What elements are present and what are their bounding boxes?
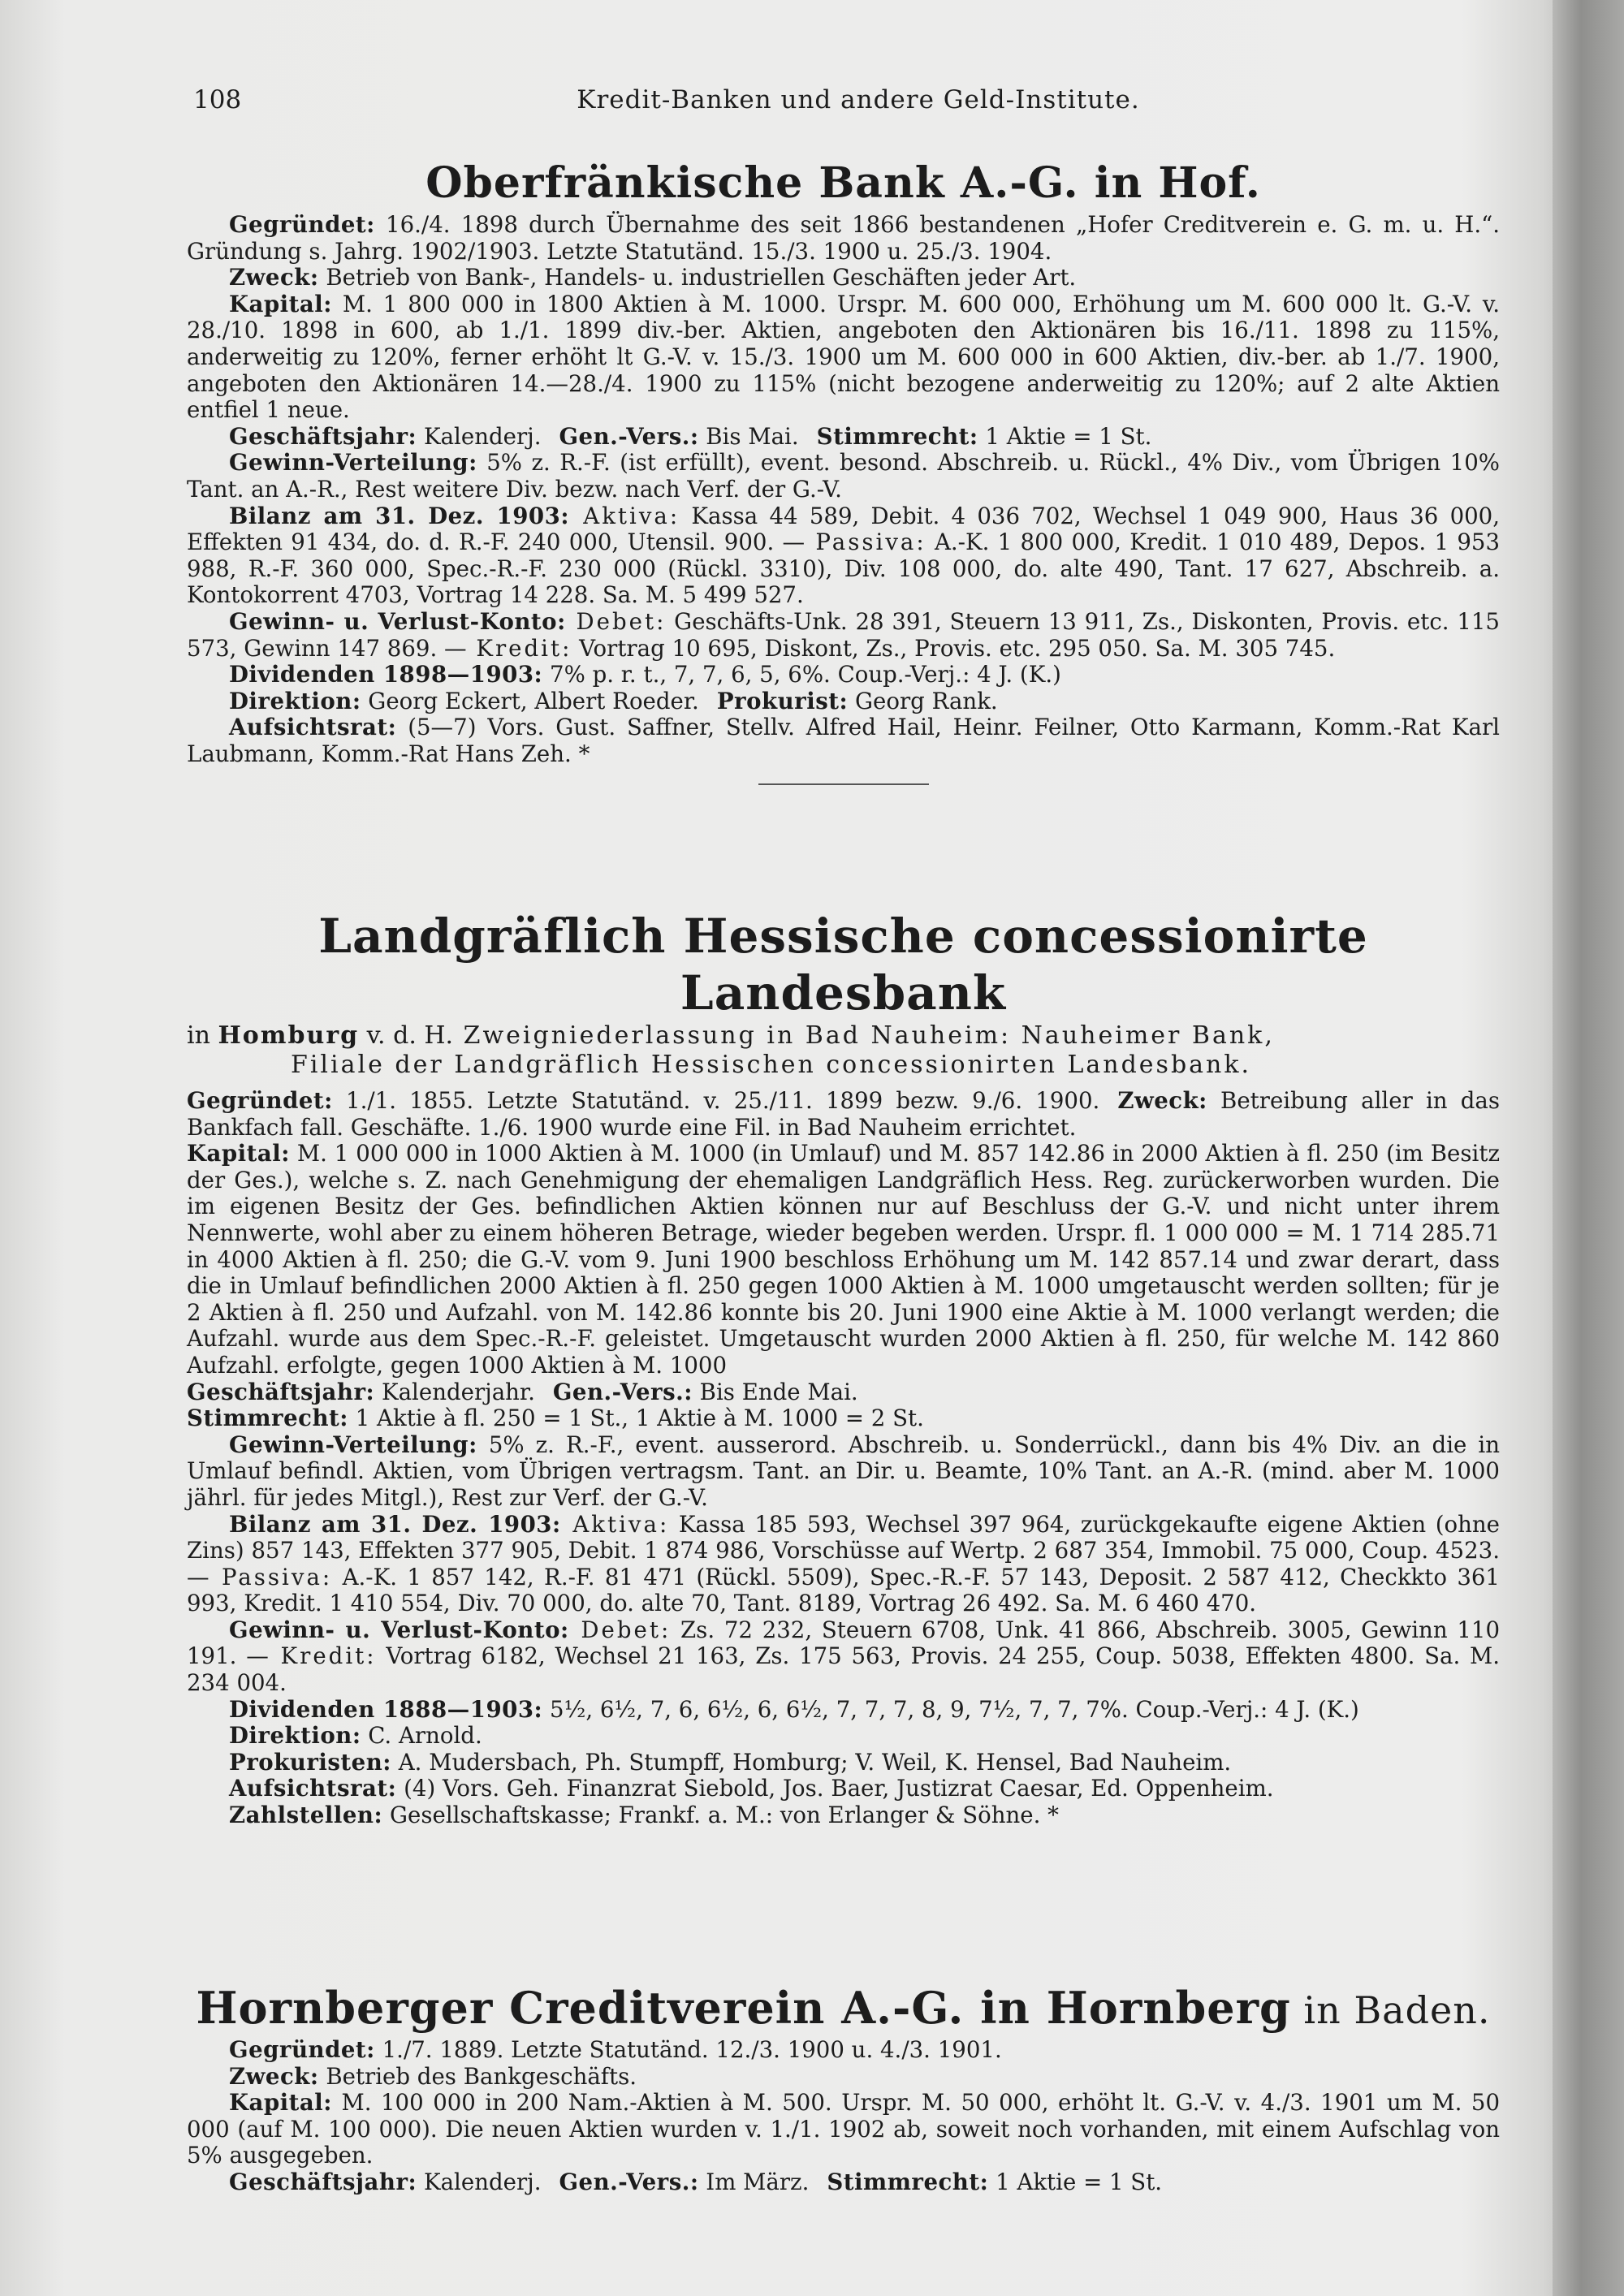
entry-hornberger-creditverein bbox=[187, 1981, 1500, 2196]
para-stimmrecht: Stimmrecht: 1 Aktie à fl. 250 = 1 St., 1 Aktie à M. 1000 = 2 St. bbox=[187, 1405, 924, 1432]
para-gewinn-verteilung: Gewinn-Verteilung: 5% z. R.-F. (ist erfüllt), event. besond. Abschreib. u. Rückl., 4% Div., vom Übrigen 10% Tant. an A.-R., Rest weitere Div. bezw. nach Verf. der G.-V. bbox=[187, 449, 1500, 503]
para-geschaeftsjahr: Geschäftsjahr: Kalenderjahr. Gen.-Vers.: Bis Ende Mai. bbox=[187, 1378, 858, 1405]
entry-landgraeflich-hessische-landesbank bbox=[187, 908, 1500, 1829]
para-kapital: Kapital: M. 1 800 000 in 1800 Aktien à M. 1000. Urspr. M. 600 000, Erhöhung um M. 600 000 lt. G.-V. v. 28./10. 1898 in 600, ab 1./1. 1899 div.-ber. Aktien, angeboten den Aktionären bis 16./11. 1898 zu 115%, anderweitig zu 120%, ferner erhöht lt G.-V. v. 15./3. 1900 um M. 600 000 in 600 Aktien, div.-ber. ab 1./7. 1900, angeboten den Aktionären 14.—28./4. 1900 zu 115% (nicht bezogene anderweitig zu 120%; auf 2 alte Aktien entfiel 1 neue. bbox=[187, 290, 1500, 424]
entry-title: Hornberger Creditverein A.-G. in Hornberg in Baden. bbox=[196, 1982, 1491, 2034]
para-gewinn-verteilung: Gewinn-Verteilung: 5% z. R.-F., event. ausserord. Abschreib. u. Sonderrückl., dann bis 4% Div. an die in Umlauf befindl. Aktien, vom Übrigen vertragsm. Tant. an Dir. u. Beamte, 10% Tant. an A.-R. (mind. aber M. 1000 jährl. für jedes Mitgl.), Rest zur Verf. der G.-V. bbox=[187, 1431, 1500, 1511]
para-dividenden: Dividenden 1898—1903: 7% p. r. t., 7, 7, 6, 5, 6%. Coup.-Verj.: 4 J. (K.) bbox=[229, 661, 1061, 688]
para-direktion: Direktion: C. Arnold. bbox=[229, 1722, 482, 1750]
para-aufsichtsrat: Aufsichtsrat: (4) Vors. Geh. Finanzrat Siebold, Jos. Baer, Justizrat Caesar, Ed. Oppenheim. bbox=[229, 1775, 1274, 1802]
para-kapital: Kapital: M. 100 000 in 200 Nam.-Aktien à M. 500. Urspr. M. 50 000, erhöht lt. G.-V. v. 4./3. 1901 um M. 50 000 (auf M. 100 000). Die neuen Aktien wurden v. 1./1. 1902 ab, soweit noch vorhanden, mit einem Aufschlag von 5% ausgegeben. bbox=[187, 2089, 1500, 2169]
para-zweck: Zweck: Betrieb des Bankgeschäfts. bbox=[229, 2062, 637, 2090]
para-kapital: Kapital: M. 1 000 000 in 1000 Aktien à M. 1000 (in Umlauf) und M. 857 142.86 in 2000 Aktien à fl. 250 (im Besitz der Ges.), welche s. Z. nach Genehmigung der ehemaligen Landgräflich Hess. Reg. zurückerworben wurden. Die im eigenen Besitz der Ges. befindlichen Aktien können nur auf Beschluss der G.-V. und nicht unter ihrem Nennwerte, wohl aber zu einem höheren Betrage, wieder begeben werden. Urspr. fl. 1 000 000 = M. 1 714 285.71 in 4000 Aktien à fl. 250; die G.-V. vom 9. Juni 1900 beschloss Erhöhung um M. 142 857.14 und zwar derart, dass die in Umlauf befindlichen 2000 Aktien à fl. 250 gegen 1000 Aktien à M. 1000 umgetauscht werden sollten; für je 2 Aktien à fl. 250 und Aufzahl. von M. 142.86 konnte bis 20. Juni 1900 eine Aktie à M. 1000 verlangt werden; die Aufzahl. wurde aus dem Spec.-R.-F. geleistet. Umgetauscht wurden 2000 Aktien à fl. 250, für welche M. 142 860 Aufzahl. erfolgte, gegen 1000 Aktien à M. 1000 bbox=[187, 1140, 1500, 1379]
entry-oberfraenkische-bank bbox=[187, 158, 1500, 803]
para-bilanz: Bilanz am 31. Dez. 1903: Aktiva: Kassa 185 593, Wechsel 397 964, zurückgekaufte eigene Aktien (ohne Zins) 857 143, Effekten 377 905, Debit. 1 874 986, Vorschüsse auf Wertp. 2 687 354, Immobil. 75 000, Coup. 4523. — Passiva: A.-K. 1 857 142, R.-F. 81 471 (Rückl. 5509), Spec.-R.-F. 57 143, Deposit. 2 587 412, Checkkto 361 993, Kredit. 1 410 554, Div. 70 000, do. alte 70, Tant. 8189, Vortrag 26 492. Sa. M. 6 460 470. bbox=[187, 1510, 1500, 1617]
para-direktion: Direktion: Georg Eckert, Albert Roeder. Prokurist: Georg Rank. bbox=[229, 687, 998, 714]
para-aufsichtsrat: Aufsichtsrat: (5—7) Vors. Gust. Saffner, Stellv. Alfred Hail, Heinr. Feilner, Otto Karmann, Komm.-Rat Karl Laubmann, Komm.-Rat Hans Zeh. * bbox=[187, 714, 1500, 767]
running-title: Kredit-Banken und andere Geld-Institute. bbox=[577, 85, 1140, 114]
entry-title: Oberfränkische Bank A.-G. in Hof. bbox=[425, 158, 1261, 208]
entry-title: Landgräflich Hessische concessionirte Landesbank bbox=[318, 908, 1368, 1021]
para-zweck: Zweck: Betrieb von Bank-, Handels- u. industriellen Geschäften jeder Art. bbox=[229, 264, 1077, 291]
para-gegruendet: Gegründet: 1./7. 1889. Letzte Statutänd. 12./3. 1900 u. 4./3. 1901. bbox=[229, 2036, 1002, 2063]
para-gewinn-verlust: Gewinn- u. Verlust-Konto: Debet: Zs. 72 232, Steuern 6708, Unk. 41 866, Abschreib. 3005, Gewinn 110 191. — Kredit: Vortrag 6182, Wechsel 21 163, Zs. 175 563, Provis. 24 255, Coup. 5038, Effekten 4800. Sa. M. 234 004. bbox=[187, 1616, 1500, 1697]
section-divider bbox=[758, 783, 929, 785]
para-prokuristen: Prokuristen: A. Mudersbach, Ph. Stumpff, Homburg; V. Weil, K. Hensel, Bad Nauheim. bbox=[229, 1748, 1232, 1776]
para-bilanz: Bilanz am 31. Dez. 1903: Aktiva: Kassa 44 589, Debit. 4 036 702, Wechsel 1 049 900, Haus 36 000, Effekten 91 434, do. d. R.-F. 240 000, Utensil. 900. — Passiva: A.-K. 1 800 000, Kredit. 1 010 489, Depos. 1 953 988, R.-F. 360 000, Spec.-R.-F. 230 000 (Rückl. 3310), Div. 108 000, do. alte 490, Tant. 17 627, Abschreib. a. Kontokorrent 4703, Vortrag 14 228. Sa. M. 5 499 527. bbox=[187, 502, 1501, 609]
para-gegruendet: Gegründet: 1./1. 1855. Letzte Statutänd. v. 25./11. 1899 bezw. 9./6. 1900. Zweck: Betreibung aller in das Bankfach fall. Geschäfte. 1./6. 1900 wurde eine Fil. in Bad Nauheim errichtet. bbox=[187, 1087, 1500, 1141]
para-gegruendet: Gegründet: 16./4. 1898 durch Übernahme des seit 1866 bestandenen „Hofer Creditverein e. G. m. u. H.“. Gründung s. Jahrg. 1902/1903. Letzte Statutänd. 15./3. 1900 u. 25./3. 1904. bbox=[187, 211, 1500, 265]
page-number: 108 bbox=[193, 85, 242, 114]
para-gewinn-verlust: Gewinn- u. Verlust-Konto: Debet: Geschäfts-Unk. 28 391, Steuern 13 911, Zs., Diskonten, Provis. etc. 115 573, Gewinn 147 869. — Kredit: Vortrag 10 695, Diskont, Zs., Provis. etc. 295 050. Sa. M. 305 745. bbox=[187, 607, 1500, 662]
para-geschaeftsjahr: Geschäftsjahr: Kalenderj. Gen.-Vers.: Bis Mai. Stimmrecht: 1 Aktie = 1 St. bbox=[229, 422, 1152, 450]
book-spine-edge bbox=[1553, 0, 1624, 2296]
entry-subtitle: in Homburg v. d. H. Zweigniederlassung in Bad Nauheim: Nauheimer Bank, bbox=[187, 1021, 1275, 1050]
para-zahlstellen: Zahlstellen: Gesellschaftskasse; Frankf. a. M.: von Erlanger & Söhne. * bbox=[229, 1802, 1059, 1829]
running-header bbox=[188, 85, 1528, 126]
para-dividenden: Dividenden 1888—1903: 5½, 6½, 7, 6, 6½, 6, 6½, 7, 7, 7, 8, 9, 7½, 7, 7, 7%. Coup.-Verj.: 4 J. (K.) bbox=[229, 1695, 1359, 1723]
para-geschaeftsjahr: Geschäftsjahr: Kalenderj. Gen.-Vers.: Im März. Stimmrecht: 1 Aktie = 1 St. bbox=[229, 2168, 1163, 2195]
entry-subtitle-line2: Filiale der Landgräflich Hessischen concessionirten Landesbank. bbox=[291, 1051, 1252, 1079]
